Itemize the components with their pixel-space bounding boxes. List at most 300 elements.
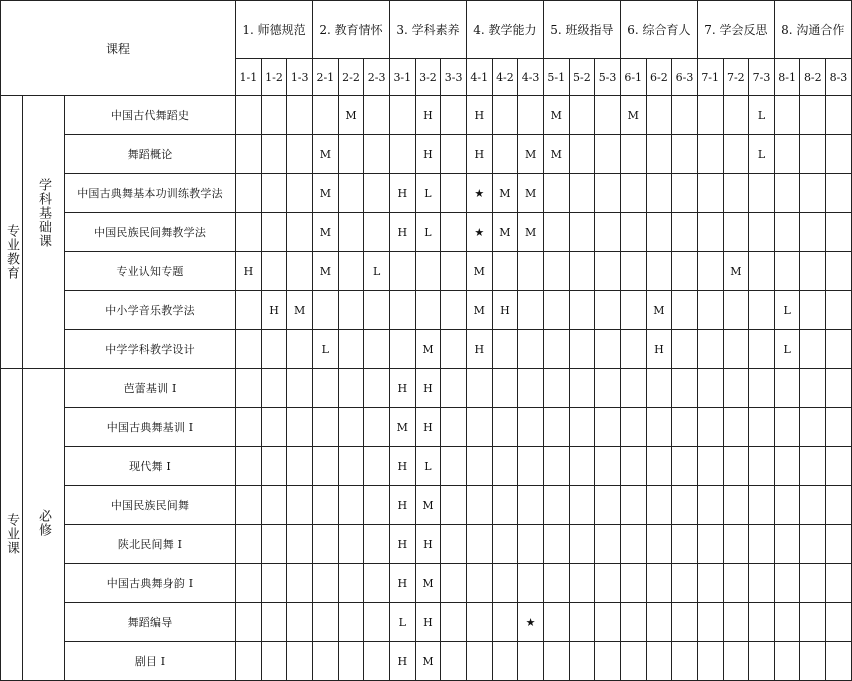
support-level-cell [620, 447, 646, 486]
support-level-cell [287, 603, 313, 642]
support-level-cell [338, 369, 364, 408]
support-level-cell [338, 135, 364, 174]
support-level-cell [620, 174, 646, 213]
support-level-cell: H [236, 252, 262, 291]
support-level-cell [800, 408, 826, 447]
course-name: 中国古典舞身韵 I [65, 564, 236, 603]
support-level-cell [338, 330, 364, 369]
support-level-cell [261, 525, 287, 564]
support-level-cell [543, 525, 569, 564]
support-level-cell [569, 96, 595, 135]
sub-indicator-header: 5-1 [543, 59, 569, 96]
support-level-cell: H [261, 291, 287, 330]
support-level-cell [364, 135, 390, 174]
support-level-cell [364, 291, 390, 330]
support-level-cell [697, 252, 723, 291]
support-level-cell [569, 408, 595, 447]
support-level-cell: M [415, 564, 441, 603]
course-name: 中小学音乐教学法 [65, 291, 236, 330]
support-level-cell [518, 525, 544, 564]
support-level-cell: H [389, 642, 415, 681]
support-level-cell [492, 447, 518, 486]
support-level-cell [774, 408, 800, 447]
support-level-cell [287, 642, 313, 681]
support-level-cell [697, 486, 723, 525]
support-level-cell [261, 642, 287, 681]
support-level-cell [364, 525, 390, 564]
support-level-cell [697, 291, 723, 330]
support-level-cell: L [415, 174, 441, 213]
support-level-cell [569, 642, 595, 681]
support-level-cell [236, 408, 262, 447]
table-row [1, 291, 852, 330]
support-level-cell [723, 603, 749, 642]
support-level-cell [441, 213, 467, 252]
support-level-cell [620, 252, 646, 291]
support-level-cell [543, 408, 569, 447]
support-level-cell [569, 369, 595, 408]
support-level-cell [749, 369, 775, 408]
support-level-cell [518, 447, 544, 486]
support-level-cell [364, 642, 390, 681]
support-level-cell [672, 330, 698, 369]
sub-indicator-header: 7-2 [723, 59, 749, 96]
support-level-cell: M [415, 486, 441, 525]
support-level-cell [492, 525, 518, 564]
support-level-cell [826, 213, 852, 252]
support-level-cell: L [749, 135, 775, 174]
subcategory-label: 学科基础课 [36, 178, 51, 248]
support-level-cell: L [774, 330, 800, 369]
support-level-cell [723, 135, 749, 174]
support-level-cell [518, 642, 544, 681]
support-level-cell [800, 564, 826, 603]
support-level-cell [287, 252, 313, 291]
support-level-cell [313, 291, 339, 330]
support-level-cell [313, 408, 339, 447]
support-level-cell [338, 174, 364, 213]
support-level-cell [261, 603, 287, 642]
support-level-cell [261, 252, 287, 291]
support-level-cell [518, 564, 544, 603]
support-level-cell [595, 252, 621, 291]
support-level-cell [826, 96, 852, 135]
support-level-cell [236, 213, 262, 252]
support-level-cell [620, 408, 646, 447]
support-level-cell: H [415, 369, 441, 408]
support-level-cell [518, 252, 544, 291]
support-level-cell: H [466, 135, 492, 174]
sub-indicator-header: 5-3 [595, 59, 621, 96]
support-level-cell [800, 291, 826, 330]
support-level-cell [236, 174, 262, 213]
support-level-cell [569, 525, 595, 564]
support-level-cell [364, 369, 390, 408]
support-level-cell [261, 213, 287, 252]
sub-indicator-header: 4-1 [466, 59, 492, 96]
support-level-cell [646, 525, 672, 564]
support-level-cell [338, 642, 364, 681]
support-level-cell: H [389, 525, 415, 564]
support-level-cell [543, 486, 569, 525]
support-level-cell [492, 603, 518, 642]
sub-indicator-header: 7-3 [749, 59, 775, 96]
support-level-cell [646, 96, 672, 135]
support-level-cell [620, 291, 646, 330]
support-level-cell: L [415, 213, 441, 252]
support-level-cell [646, 174, 672, 213]
support-level-cell [749, 408, 775, 447]
support-level-cell [415, 252, 441, 291]
support-level-cell [774, 564, 800, 603]
support-level-cell: M [466, 252, 492, 291]
support-level-cell [697, 603, 723, 642]
subcategory-cell [23, 369, 65, 681]
support-level-cell: ★ [466, 213, 492, 252]
support-level-cell [723, 369, 749, 408]
support-level-cell [672, 408, 698, 447]
support-level-cell [749, 213, 775, 252]
support-level-cell [826, 447, 852, 486]
support-level-cell [620, 525, 646, 564]
support-level-cell [441, 369, 467, 408]
course-name: 中国古典舞基训 I [65, 408, 236, 447]
course-name: 陕北民间舞 I [65, 525, 236, 564]
sub-indicator-header: 1-2 [261, 59, 287, 96]
support-level-cell [672, 135, 698, 174]
support-level-cell [441, 603, 467, 642]
course-name: 剧目 I [65, 642, 236, 681]
support-level-cell: M [313, 252, 339, 291]
support-level-cell [826, 291, 852, 330]
support-level-cell [646, 408, 672, 447]
support-level-cell [287, 174, 313, 213]
support-level-cell [338, 603, 364, 642]
support-level-cell [287, 96, 313, 135]
support-level-cell: M [492, 213, 518, 252]
support-level-cell [749, 564, 775, 603]
support-level-cell: M [287, 291, 313, 330]
support-level-cell [749, 252, 775, 291]
support-level-cell [595, 525, 621, 564]
support-level-cell [466, 603, 492, 642]
support-level-cell [826, 525, 852, 564]
support-level-cell [723, 213, 749, 252]
table-row [1, 642, 852, 681]
support-level-cell [800, 642, 826, 681]
table-row [1, 252, 852, 291]
support-level-cell [236, 96, 262, 135]
support-level-cell [749, 603, 775, 642]
support-level-cell: L [364, 252, 390, 291]
support-level-cell [595, 174, 621, 213]
support-level-cell [313, 96, 339, 135]
support-level-cell: H [415, 603, 441, 642]
course-name: 现代舞 I [65, 447, 236, 486]
support-level-cell [441, 330, 467, 369]
support-level-cell [672, 96, 698, 135]
sub-indicator-header: 6-3 [672, 59, 698, 96]
support-level-cell [774, 135, 800, 174]
support-level-cell [441, 252, 467, 291]
support-level-cell [338, 408, 364, 447]
support-level-cell [620, 330, 646, 369]
support-level-cell [492, 135, 518, 174]
support-level-cell [774, 96, 800, 135]
support-level-cell [441, 291, 467, 330]
support-level-cell [646, 603, 672, 642]
support-level-cell: H [389, 174, 415, 213]
support-level-cell [800, 252, 826, 291]
support-level-cell [287, 564, 313, 603]
support-level-cell [364, 408, 390, 447]
support-level-cell [774, 486, 800, 525]
support-level-cell [723, 564, 749, 603]
support-level-cell [569, 564, 595, 603]
support-level-cell [261, 408, 287, 447]
support-level-cell [287, 447, 313, 486]
support-level-cell [646, 564, 672, 603]
support-level-cell [543, 603, 569, 642]
support-level-cell [723, 291, 749, 330]
table-row [1, 369, 852, 408]
support-level-cell [492, 486, 518, 525]
support-level-cell [261, 135, 287, 174]
support-level-cell [774, 213, 800, 252]
support-level-cell [492, 252, 518, 291]
support-level-cell [774, 525, 800, 564]
support-level-cell [518, 291, 544, 330]
support-level-cell [569, 603, 595, 642]
support-level-cell [646, 213, 672, 252]
support-level-cell [569, 174, 595, 213]
support-level-cell [338, 525, 364, 564]
support-level-cell: L [774, 291, 800, 330]
support-level-cell [774, 174, 800, 213]
support-level-cell [543, 330, 569, 369]
subcategory-label: 必修 [36, 509, 51, 537]
support-level-cell [236, 603, 262, 642]
support-level-cell [697, 564, 723, 603]
support-level-cell [723, 486, 749, 525]
table-body [1, 96, 852, 681]
support-level-cell [697, 408, 723, 447]
support-level-cell [441, 174, 467, 213]
group-header: 6. 综合育人 [620, 1, 697, 59]
sub-indicator-header: 3-2 [415, 59, 441, 96]
support-level-cell [774, 369, 800, 408]
support-level-cell: M [518, 213, 544, 252]
support-level-cell: M [620, 96, 646, 135]
support-level-cell [620, 135, 646, 174]
support-level-cell [723, 447, 749, 486]
support-level-cell [492, 96, 518, 135]
support-level-cell [672, 174, 698, 213]
support-level-cell [466, 486, 492, 525]
support-level-cell [543, 291, 569, 330]
support-level-cell [389, 330, 415, 369]
support-level-cell: M [415, 330, 441, 369]
sub-indicator-header: 3-1 [389, 59, 415, 96]
support-level-cell [595, 213, 621, 252]
support-level-cell: H [646, 330, 672, 369]
support-level-cell [364, 486, 390, 525]
support-level-cell [236, 564, 262, 603]
support-level-cell [697, 96, 723, 135]
support-level-cell [261, 174, 287, 213]
support-level-cell [595, 486, 621, 525]
support-level-cell: H [389, 564, 415, 603]
support-level-cell [492, 330, 518, 369]
support-level-cell [646, 135, 672, 174]
support-level-cell [287, 330, 313, 369]
support-level-cell [697, 135, 723, 174]
sub-indicator-header: 8-2 [800, 59, 826, 96]
group-header: 1. 师德规范 [236, 1, 313, 59]
sub-indicator-header: 4-3 [518, 59, 544, 96]
support-level-cell [697, 330, 723, 369]
support-level-cell [261, 330, 287, 369]
support-level-cell [620, 642, 646, 681]
support-level-cell [749, 642, 775, 681]
support-level-cell [749, 525, 775, 564]
support-level-cell [236, 369, 262, 408]
support-level-cell: M [338, 96, 364, 135]
support-level-cell [492, 369, 518, 408]
support-level-cell [313, 642, 339, 681]
support-level-cell [826, 369, 852, 408]
support-level-cell [287, 135, 313, 174]
support-level-cell [236, 525, 262, 564]
support-level-cell: H [466, 330, 492, 369]
category-label: 专业教育 [4, 224, 19, 280]
support-level-cell [672, 642, 698, 681]
category-cell [1, 369, 23, 681]
support-level-cell [569, 447, 595, 486]
sub-indicator-header: 6-1 [620, 59, 646, 96]
support-level-cell: H [389, 486, 415, 525]
support-level-cell [236, 447, 262, 486]
support-level-cell [672, 525, 698, 564]
support-level-cell [723, 408, 749, 447]
support-level-cell [287, 213, 313, 252]
support-level-cell [697, 447, 723, 486]
course-name: 中国民族民间舞教学法 [65, 213, 236, 252]
support-level-cell [287, 408, 313, 447]
support-level-cell [543, 369, 569, 408]
support-level-cell [364, 96, 390, 135]
support-level-cell [774, 252, 800, 291]
support-level-cell [800, 525, 826, 564]
support-level-cell [518, 369, 544, 408]
table-row [1, 447, 852, 486]
support-level-cell [338, 213, 364, 252]
support-level-cell [287, 369, 313, 408]
support-level-cell [466, 369, 492, 408]
support-level-cell [569, 135, 595, 174]
support-level-cell [800, 135, 826, 174]
table-row [1, 174, 852, 213]
support-level-cell [261, 486, 287, 525]
support-level-cell [389, 135, 415, 174]
support-level-cell [313, 564, 339, 603]
support-level-cell: M [466, 291, 492, 330]
course-name: 中国民族民间舞 [65, 486, 236, 525]
support-level-cell: H [415, 408, 441, 447]
support-level-cell [595, 564, 621, 603]
support-level-cell: H [389, 213, 415, 252]
table-row [1, 525, 852, 564]
sub-indicator-header: 1-3 [287, 59, 313, 96]
support-level-cell [236, 135, 262, 174]
support-level-cell [672, 252, 698, 291]
support-level-cell [441, 642, 467, 681]
support-level-cell [441, 96, 467, 135]
support-level-cell [441, 447, 467, 486]
course-name: 中国古典舞基本功训练教学法 [65, 174, 236, 213]
support-level-cell [287, 525, 313, 564]
table-row [1, 486, 852, 525]
support-level-cell [595, 135, 621, 174]
support-level-cell [646, 642, 672, 681]
support-level-cell [800, 330, 826, 369]
table-row [1, 213, 852, 252]
support-level-cell [261, 96, 287, 135]
support-level-cell [595, 447, 621, 486]
support-level-cell [800, 603, 826, 642]
support-level-cell [313, 603, 339, 642]
support-level-cell [569, 213, 595, 252]
support-level-cell [826, 135, 852, 174]
support-level-cell [543, 252, 569, 291]
table-row [1, 603, 852, 642]
support-level-cell [492, 564, 518, 603]
group-header: 3. 学科素养 [389, 1, 466, 59]
support-level-cell [749, 291, 775, 330]
support-level-cell [518, 330, 544, 369]
support-level-cell [466, 447, 492, 486]
support-level-cell: ★ [466, 174, 492, 213]
category-cell [1, 96, 23, 369]
support-level-cell [389, 96, 415, 135]
sub-indicator-header: 5-2 [569, 59, 595, 96]
sub-indicator-header: 4-2 [492, 59, 518, 96]
support-level-cell [672, 564, 698, 603]
support-level-cell [723, 174, 749, 213]
support-level-cell [749, 174, 775, 213]
support-level-cell [774, 603, 800, 642]
table-row [1, 96, 852, 135]
support-level-cell [826, 603, 852, 642]
support-level-cell [441, 135, 467, 174]
support-level-cell [569, 252, 595, 291]
support-level-cell [338, 291, 364, 330]
support-level-cell [620, 564, 646, 603]
support-level-cell [236, 330, 262, 369]
sub-indicator-header: 2-1 [313, 59, 339, 96]
course-name: 中国古代舞蹈史 [65, 96, 236, 135]
support-level-cell: ★ [518, 603, 544, 642]
support-level-cell [620, 369, 646, 408]
support-level-cell [518, 96, 544, 135]
support-level-cell [672, 291, 698, 330]
support-level-cell [672, 603, 698, 642]
support-level-cell [723, 642, 749, 681]
support-level-cell [646, 486, 672, 525]
support-level-cell [800, 447, 826, 486]
support-level-cell: H [415, 96, 441, 135]
support-level-cell [441, 564, 467, 603]
